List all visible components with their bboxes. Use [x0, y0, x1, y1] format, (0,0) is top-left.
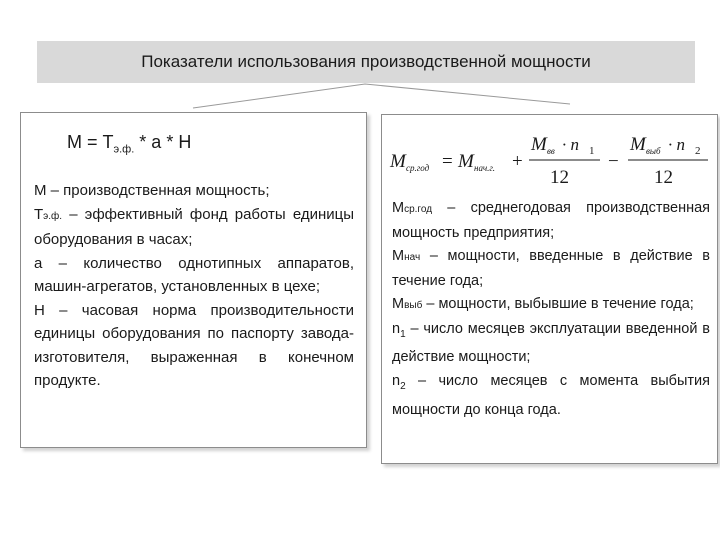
- definition-item: [34, 179, 354, 203]
- formula-m-start-sub: нач.г.: [474, 163, 496, 173]
- definition-subscript: 2: [400, 380, 406, 392]
- formula-part-sub: э.ф.: [113, 143, 135, 156]
- formula-num2-sub: выб: [646, 146, 661, 156]
- definition-text: – среднегодовая производственная мощность предприятия;: [392, 200, 710, 241]
- capacity-formula-box: [20, 112, 367, 448]
- formula-plus: +: [512, 151, 523, 172]
- formula-den2: 12: [654, 167, 673, 188]
- formula-num1-sub: вв: [547, 146, 555, 156]
- definition-symbol: n: [392, 320, 401, 337]
- definition-item: [392, 197, 710, 245]
- definition-item: [34, 203, 354, 252]
- definition-text: – число месяцев эксплуатации введенной в действие мощности;: [392, 320, 710, 366]
- formula-minus: −: [608, 151, 619, 172]
- formula-part-rest: * а * Н: [134, 132, 192, 152]
- formula-num1-m: M: [531, 134, 547, 155]
- definition-text: – число месяцев с момента выбытия мощности до конца года.: [392, 373, 710, 418]
- definition-text: – количество однотипных аппаратов, машин-агрегатов, установленных в цехе;: [34, 254, 354, 295]
- definition-item: [392, 318, 710, 370]
- definition-item: [392, 245, 710, 293]
- definition-item: [392, 370, 710, 422]
- definition-symbol: М: [34, 182, 47, 199]
- definition-text: – часовая норма производительности единицы оборудования по паспорту завода-изготовителя, выраженная в конечном продукте.: [34, 301, 354, 389]
- capacity-formula: [67, 132, 191, 156]
- definition-symbol: n: [392, 373, 401, 390]
- formula-num1-mult: · n: [562, 135, 579, 154]
- definition-subscript: ср.год: [404, 204, 433, 215]
- definition-item: [392, 293, 710, 318]
- definition-symbol: Н: [34, 301, 45, 319]
- definition-text: – эффективный фонд работы единицы оборудования в часах;: [34, 205, 354, 248]
- formula-part-main: М = Т: [67, 132, 114, 152]
- definition-subscript: выб: [404, 300, 423, 312]
- definition-item: [34, 252, 354, 299]
- definition-subscript: нач: [404, 252, 421, 264]
- formula-num2-m: M: [630, 134, 646, 155]
- slide-title: Показатели использования производственной мощности: [141, 52, 591, 71]
- definition-text: – мощности, выбывшие в течение года;: [422, 296, 694, 313]
- definition-symbol: Т: [34, 205, 44, 223]
- definition-text: – мощности, введенные в действие в течение года;: [392, 248, 710, 289]
- average-capacity-box: [381, 114, 718, 464]
- right-definitions: [392, 197, 710, 422]
- definition-text: – производственная мощность;: [46, 182, 270, 199]
- definition-subscript: 1: [400, 328, 406, 340]
- formula-num2-mult: · n: [668, 135, 685, 154]
- definition-symbol: М: [392, 296, 405, 313]
- definition-subscript: э.ф.: [43, 210, 63, 222]
- definition-item: [34, 299, 354, 393]
- average-capacity-formula: [388, 121, 712, 191]
- formula-lhs: M: [390, 151, 406, 172]
- definition-symbol: М: [392, 200, 405, 216]
- formula-lhs-sub: ср.год: [406, 163, 430, 173]
- formula-num2-n: 2: [695, 145, 701, 157]
- formula-equals: =: [442, 151, 453, 172]
- left-definitions: [34, 179, 354, 393]
- formula-den1: 12: [550, 167, 569, 188]
- definition-symbol: а: [34, 254, 43, 272]
- formula-m-start: M: [458, 151, 474, 172]
- definition-symbol: М: [392, 248, 405, 265]
- formula-num1-n: 1: [589, 145, 595, 157]
